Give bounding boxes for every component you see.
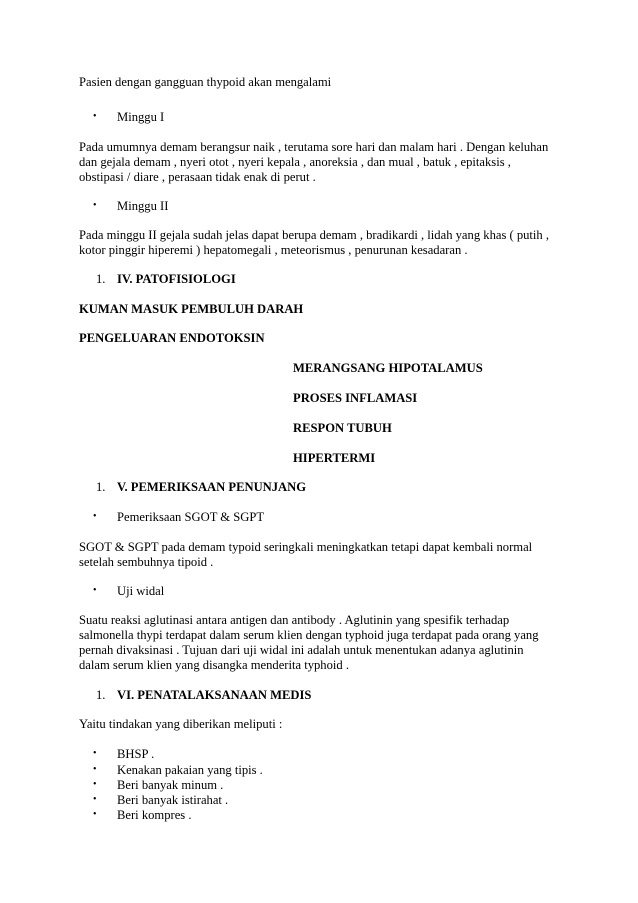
flow-step-3: MERANGSANG HIPOTALAMUS (293, 361, 483, 375)
uji-widal-line-1: Suatu reaksi aglutinasi antara antigen dan antibody . Aglutinin yang spesifik terhadap (79, 613, 510, 627)
flow-step-2: PENGELUARAN ENDOTOKSIN (79, 331, 265, 345)
pemeriksaan-number: 1. (96, 480, 106, 494)
list-item: BHSP . (117, 747, 155, 761)
penatalaksanaan-intro: Yaitu tindakan yang diberikan meliputi : (79, 717, 283, 731)
intro-text: Pasien dengan gangguan thypoid akan mengalami (79, 75, 332, 89)
bullet-sgot-sgpt: • (93, 511, 97, 522)
minggu-2-label: Minggu II (117, 199, 169, 213)
minggu-2-line-2: kotor pinggir hiperemi ) hepatomegali , meteorismus , penurunan kesadaran . (79, 243, 468, 257)
uji-widal-line-3: pernah divaksinasi . Tujuan dari uji widal ini adalah untuk menentukan adanya aglutinin (79, 643, 524, 657)
minggu-1-label: Minggu I (117, 110, 165, 124)
flow-step-6: HIPERTERMI (293, 451, 376, 465)
uji-widal-label: Uji widal (117, 584, 165, 598)
uji-widal-line-2: salmonella thypi terdapat dalam serum klien dengan typhoid juga terdapat pada orang yang (79, 628, 539, 642)
bullet-minggu-2: • (93, 200, 97, 211)
flow-step-4: PROSES INFLAMASI (293, 391, 418, 405)
bullet-item-3: • (93, 779, 97, 790)
minggu-2-line-1: Pada minggu II gejala sudah jelas dapat berupa demam , bradikardi , lidah yang khas ( putih , (79, 228, 550, 242)
sgot-sgpt-line-2: setelah sembuhnya tipoid . (79, 555, 214, 569)
list-item: Beri banyak minum . (117, 778, 224, 792)
patofisiologi-heading: IV. PATOFISIOLOGI (117, 272, 236, 286)
bullet-item-5: • (93, 809, 97, 820)
minggu-1-line-2: dan gejala demam , nyeri otot , nyeri kepala , anoreksia , dan mual , batuk , epitaksis , (79, 155, 511, 169)
sgot-sgpt-line-1: SGOT & SGPT pada demam typoid seringkali meningkatkan tetapi dapat kembali normal (79, 540, 533, 554)
bullet-item-1: • (93, 748, 97, 759)
bullet-minggu-1: • (93, 111, 97, 122)
bullet-item-2: • (93, 764, 97, 775)
bullet-item-4: • (93, 794, 97, 805)
pemeriksaan-heading: V. PEMERIKSAAN PENUNJANG (117, 480, 307, 494)
flow-step-5: RESPON TUBUH (293, 421, 392, 435)
penatalaksanaan-number: 1. (96, 688, 106, 702)
patofisiologi-number: 1. (96, 272, 106, 286)
penatalaksanaan-heading: VI. PENATALAKSANAAN MEDIS (117, 688, 312, 702)
list-item: Beri banyak istirahat . (117, 793, 229, 807)
minggu-1-line-1: Pada umumnya demam berangsur naik , terutama sore hari dan malam hari . Dengan keluhan (79, 140, 549, 154)
bullet-uji-widal: • (93, 585, 97, 596)
uji-widal-line-4: dalam serum klien yang disangka menderita typhoid . (79, 658, 349, 672)
flow-step-1: KUMAN MASUK PEMBULUH DARAH (79, 302, 304, 316)
sgot-sgpt-label: Pemeriksaan SGOT & SGPT (117, 510, 265, 524)
minggu-1-line-3: obstipasi / diare , perasaan tidak enak di perut . (79, 170, 316, 184)
list-item: Beri kompres . (117, 808, 192, 822)
list-item: Kenakan pakaian yang tipis . (117, 763, 263, 777)
